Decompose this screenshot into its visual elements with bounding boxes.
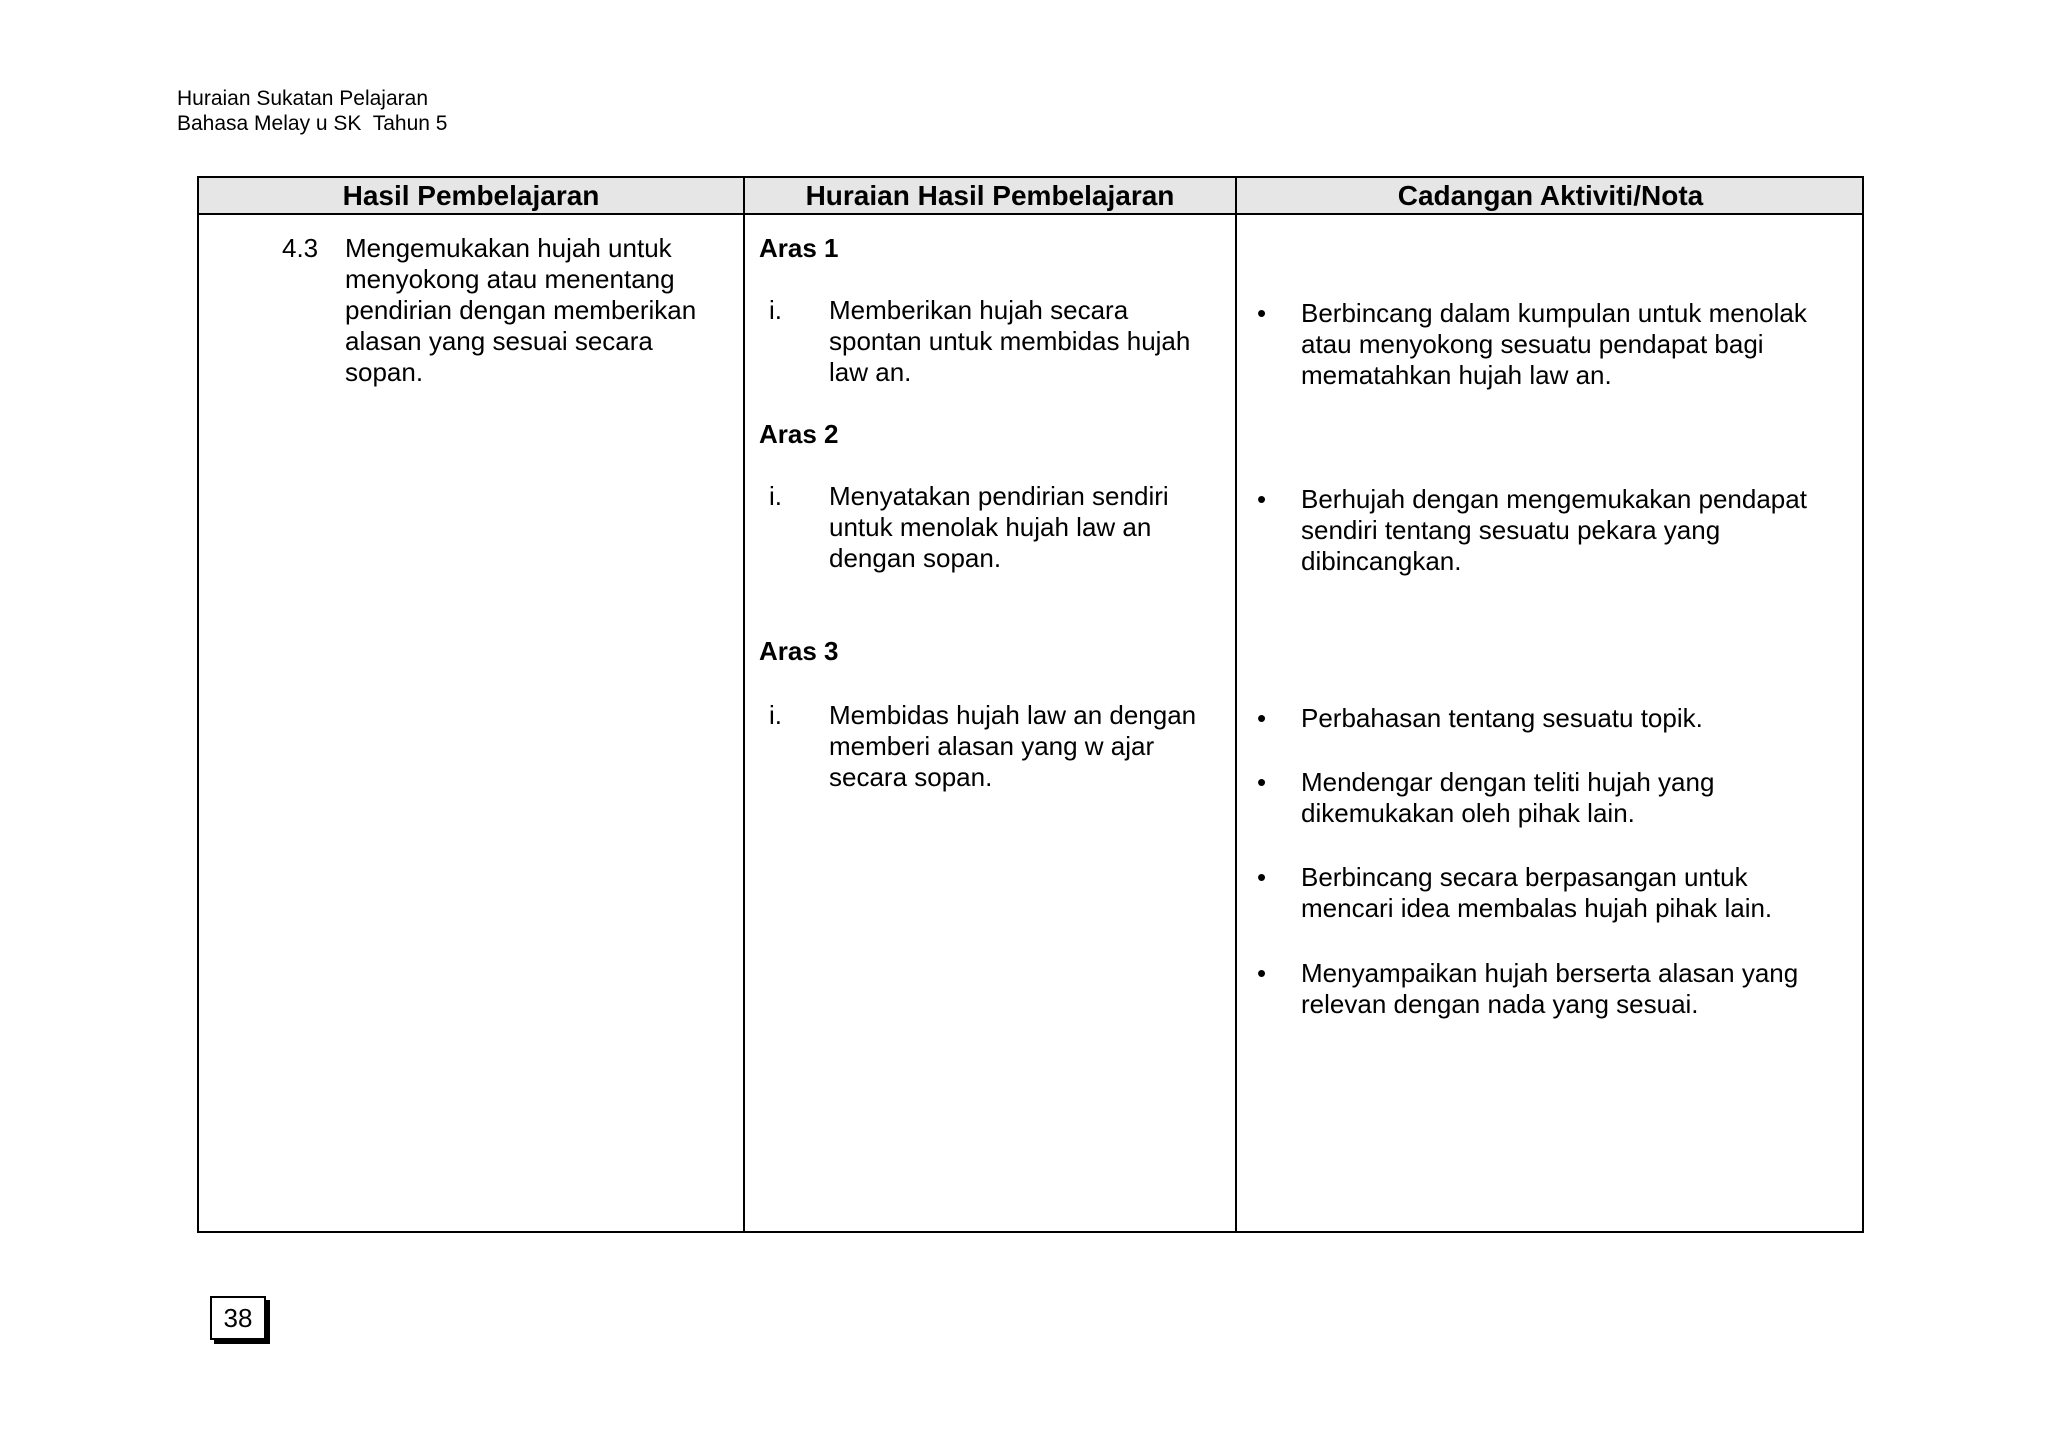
activity-line: Berbincang dalam kumpulan untuk menolak: [1301, 298, 1807, 328]
level-heading: Aras 2: [759, 419, 839, 449]
header-subject-line: Bahasa Melay u SK Tahun 5: [177, 112, 448, 135]
outcome-line: pendirian dengan memberikan: [345, 295, 697, 325]
column-header-hasil: Hasil Pembelajaran: [342, 180, 600, 211]
item-line: spontan untuk membidas hujah: [829, 326, 1191, 356]
item-marker: i.: [769, 700, 782, 730]
activity-item: [1301, 298, 1861, 391]
item-line: dengan sopan.: [829, 543, 1002, 573]
document-header: [177, 86, 447, 136]
item-line: memberi alasan yang w ajar: [829, 731, 1155, 761]
column-header-cadangan: Cadangan Aktiviti/Nota: [1397, 180, 1704, 211]
huraian-cell: [745, 233, 1235, 1133]
page-number: 38: [210, 1296, 266, 1340]
item-line: secara sopan.: [829, 762, 993, 792]
activity-line: Berhujah dengan mengemukakan pendapat: [1301, 484, 1807, 514]
column-header-huraian: Huraian Hasil Pembelajaran: [805, 180, 1175, 211]
bullet-icon: •: [1257, 298, 1267, 328]
activity-line: mencari idea membalas hujah pihak lain.: [1301, 893, 1773, 923]
level-item: [829, 700, 1229, 793]
bullet-icon: •: [1257, 958, 1267, 988]
item-line: law an.: [829, 357, 912, 387]
bullet-icon: •: [1257, 703, 1267, 733]
activity-item: [1301, 862, 1861, 924]
bullet-icon: •: [1257, 484, 1267, 514]
item-marker: i.: [769, 481, 782, 511]
activity-line: Berbincang secara berpasangan untuk: [1301, 862, 1748, 892]
outcome-text: [345, 233, 735, 388]
header-title-line: Huraian Sukatan Pelajaran: [177, 87, 428, 110]
activity-line: dibincangkan.: [1301, 546, 1462, 576]
level-heading: Aras 1: [759, 233, 839, 263]
item-line: Menyatakan pendirian sendiri: [829, 481, 1169, 511]
item-marker: i.: [769, 295, 782, 325]
activity-item: [1301, 703, 1861, 734]
activity-line: Menyampaikan hujah berserta alasan yang: [1301, 958, 1799, 988]
item-line: untuk menolak hujah law an: [829, 512, 1152, 542]
activity-item: [1301, 958, 1861, 1020]
activity-line: sendiri tentang sesuatu pekara yang: [1301, 515, 1721, 545]
bullet-icon: •: [1257, 767, 1267, 797]
level-heading: Aras 3: [759, 636, 839, 666]
level-item: [829, 481, 1229, 574]
item-line: Membidas hujah law an dengan: [829, 700, 1197, 730]
table-header-row: [199, 178, 1862, 215]
aktiviti-cell: [1237, 233, 1864, 1133]
activity-item: [1301, 484, 1861, 577]
outcome-line: menyokong atau menentang: [345, 264, 675, 294]
activity-line: mematahkan hujah law an.: [1301, 360, 1612, 390]
activity-line: dikemukakan oleh pihak lain.: [1301, 798, 1635, 828]
outcome-line: sopan.: [345, 357, 424, 387]
outcome-line: alasan yang sesuai secara: [345, 326, 653, 356]
outcome-line: Mengemukakan hujah untuk: [345, 233, 672, 263]
activity-line: relevan dengan nada yang sesuai.: [1301, 989, 1699, 1019]
bullet-icon: •: [1257, 862, 1267, 892]
item-line: Memberikan hujah secara: [829, 295, 1129, 325]
syllabus-table: [197, 176, 1864, 1233]
activity-line: atau menyokong sesuatu pendapat bagi: [1301, 329, 1764, 359]
level-item: [829, 295, 1229, 388]
activity-line: Mendengar dengan teliti hujah yang: [1301, 767, 1715, 797]
activity-line: Perbahasan tentang sesuatu topik.: [1301, 703, 1703, 733]
activity-item: [1301, 767, 1861, 829]
outcome-number: 4.3: [282, 233, 319, 263]
